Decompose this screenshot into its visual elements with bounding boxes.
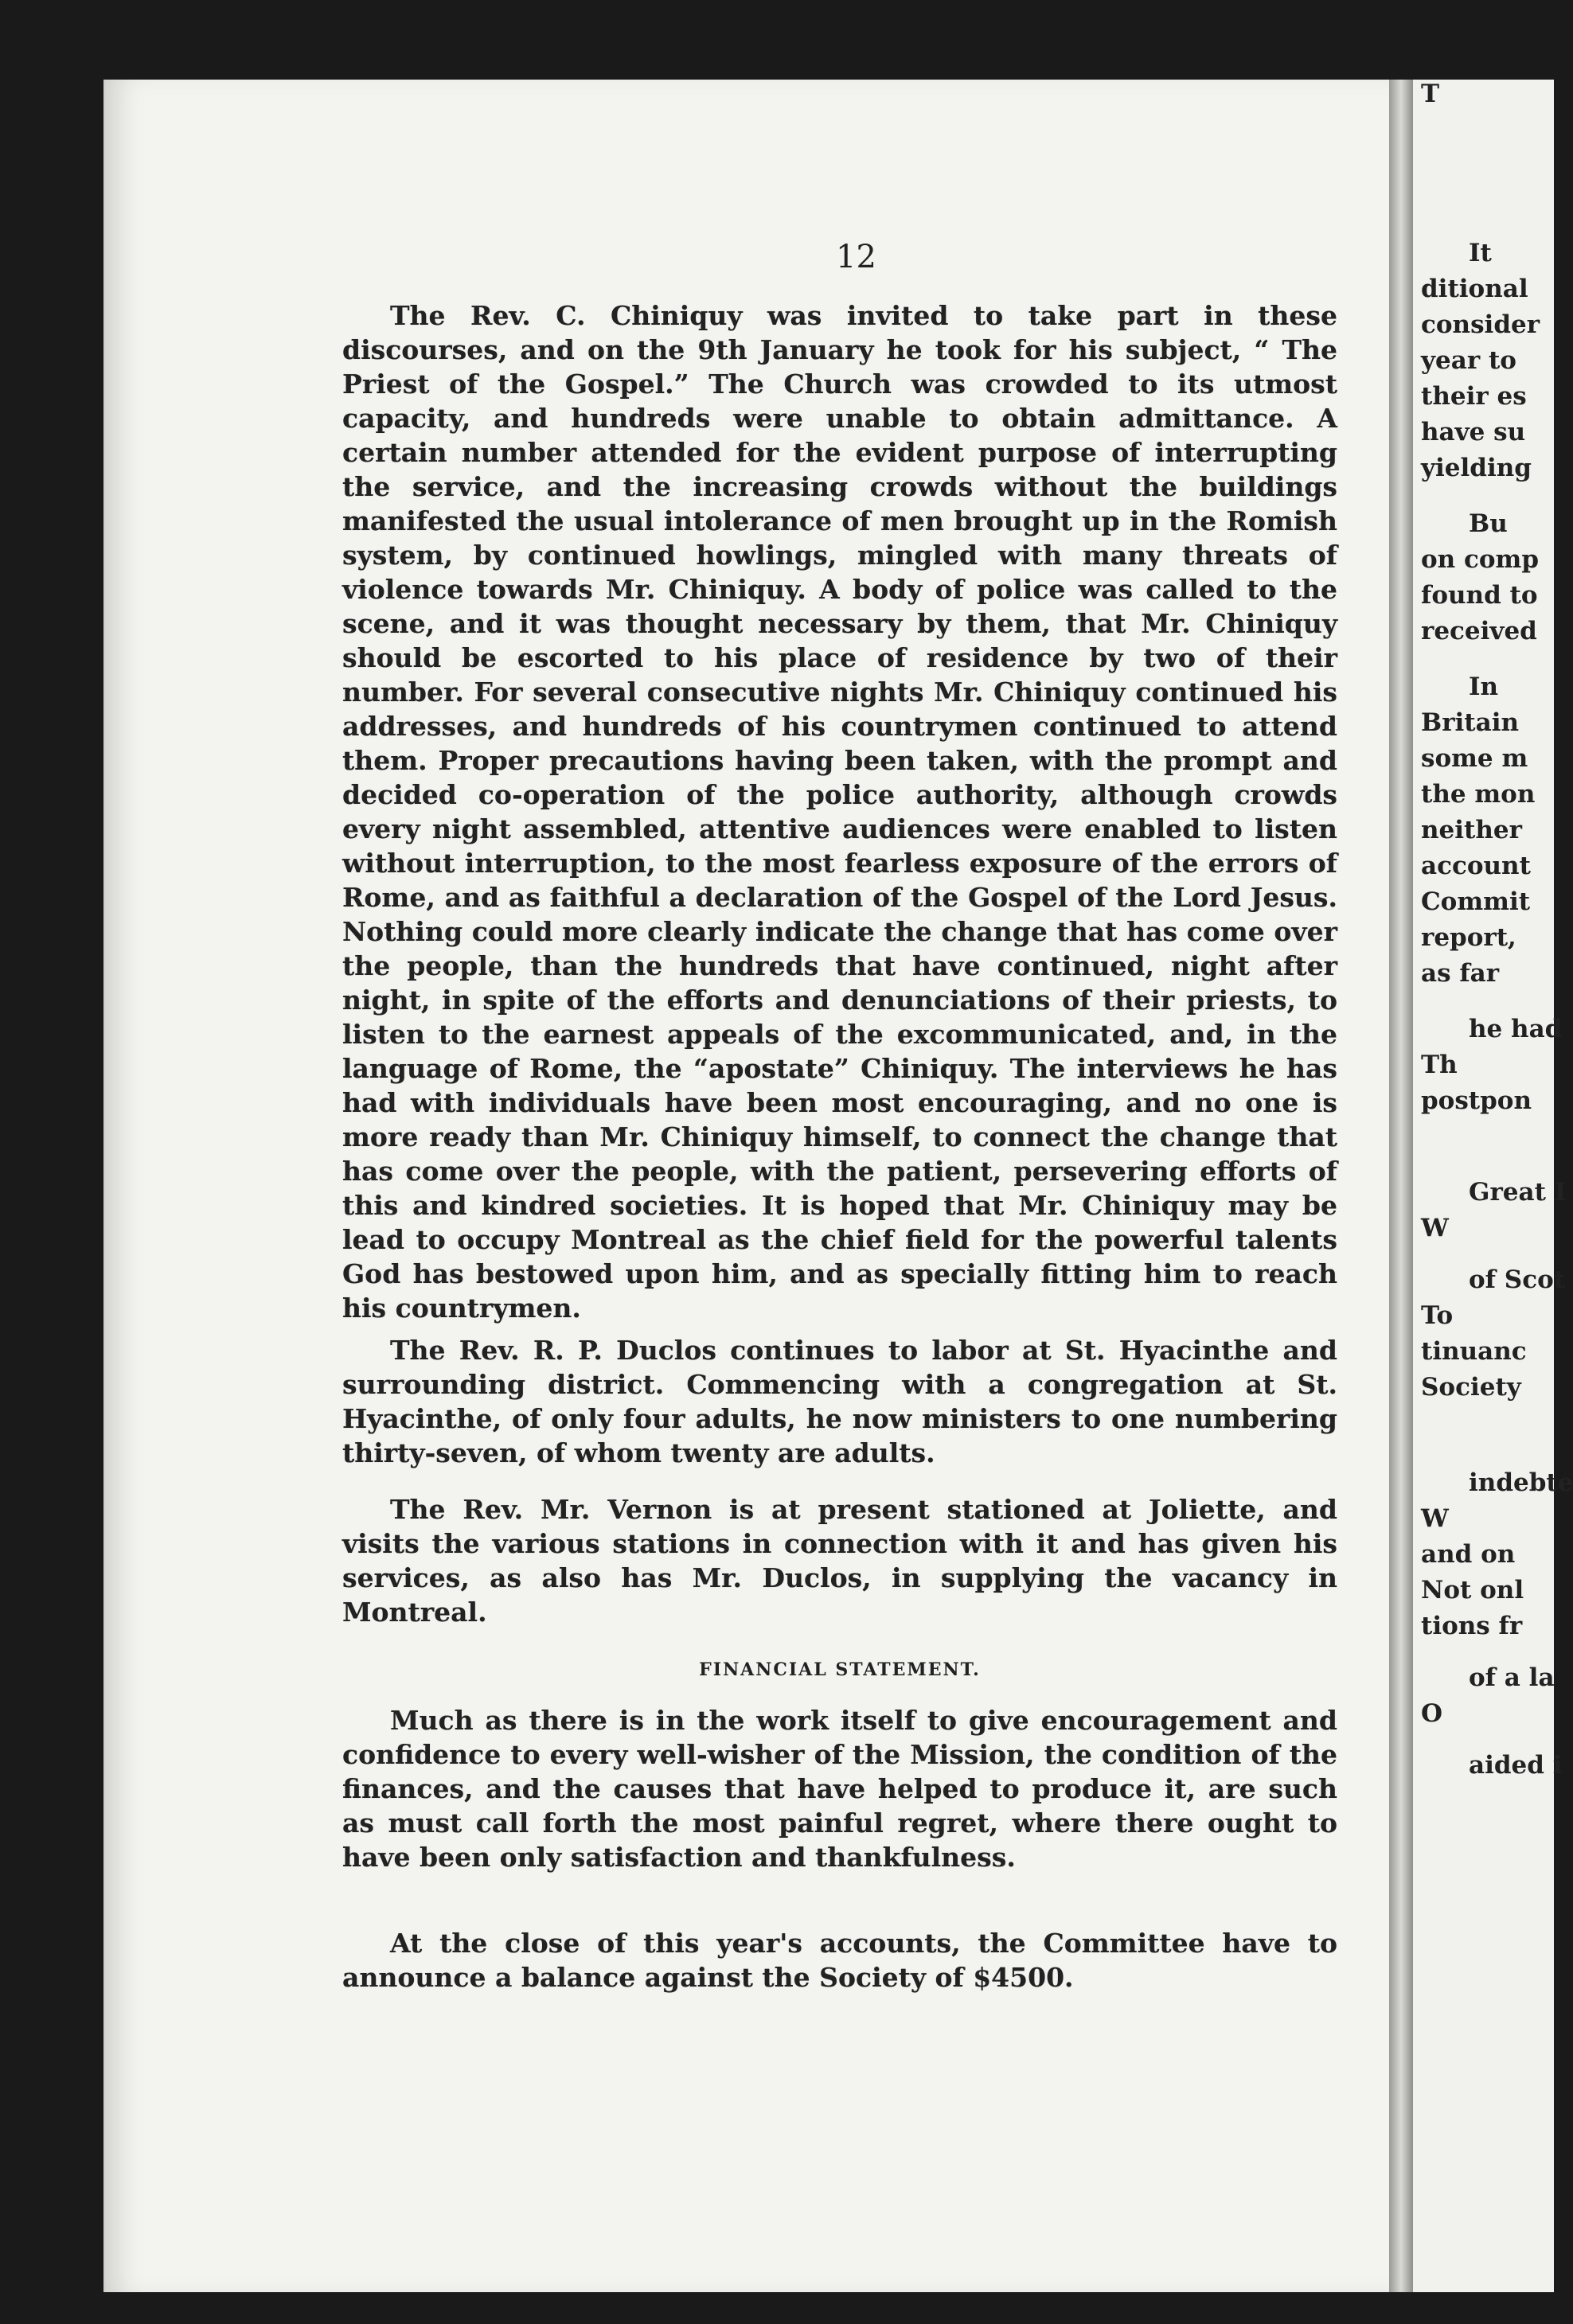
right-page-line: Bu bbox=[1469, 509, 1508, 538]
right-page-line: report, bbox=[1421, 923, 1516, 952]
right-page-line: on comp bbox=[1421, 545, 1540, 574]
right-page-line: consider bbox=[1421, 310, 1540, 339]
right-page-line: some m bbox=[1421, 744, 1528, 773]
right-page-line: of Scot bbox=[1469, 1265, 1566, 1294]
right-page-line: W bbox=[1421, 1214, 1449, 1242]
right-page-line: their es bbox=[1421, 382, 1527, 411]
right-page-line: T bbox=[1421, 80, 1440, 108]
right-page-line: O bbox=[1421, 1699, 1443, 1728]
right-page-line: Society bbox=[1421, 1373, 1521, 1402]
right-page-line: yielding bbox=[1421, 454, 1532, 482]
right-page-line: postpon bbox=[1421, 1086, 1532, 1115]
right-page-line: Great I bbox=[1469, 1178, 1567, 1207]
paragraph-balance bbox=[342, 1926, 1337, 1995]
right-page-line: ditional bbox=[1421, 275, 1528, 303]
paragraph-vernon bbox=[342, 1492, 1337, 1629]
paragraph-chiniquy bbox=[342, 298, 1337, 1325]
page-number: 12 bbox=[836, 239, 876, 275]
right-page-line: account bbox=[1421, 852, 1531, 880]
right-page-line: Th bbox=[1421, 1051, 1458, 1079]
paragraph-duclos bbox=[342, 1333, 1337, 1470]
book-gutter bbox=[1389, 80, 1413, 2292]
right-page bbox=[1413, 80, 1573, 2292]
right-page-line: Commit bbox=[1421, 887, 1531, 916]
right-page-line: neither bbox=[1421, 816, 1522, 844]
right-page-line: To bbox=[1421, 1301, 1454, 1330]
right-page-line: tinuanc bbox=[1421, 1337, 1527, 1366]
paragraph-text: Much as there is in the work itself to give encouragement and confidence to every well-wisher of the Mission, the condition of the finances, and the causes that have helped to produce it, are such as must call forth the most painful regret, where there ought to have been only satisfaction and thankfulness. bbox=[342, 1705, 1337, 1873]
right-page-line: and on bbox=[1421, 1540, 1516, 1569]
right-page-line: year to bbox=[1421, 346, 1516, 375]
right-page-line: he had bbox=[1469, 1015, 1563, 1043]
right-page-line: It bbox=[1469, 239, 1492, 267]
paragraph-text: The Rev. R. P. Duclos continues to labor at St. Hyacinthe and surrounding district. Commencing with a congregation at St. Hyacinthe, of only four adults, he now ministers to one numbering thirty-seven, of whom twenty are adults. bbox=[342, 1335, 1337, 1468]
right-page-line: the mon bbox=[1421, 780, 1536, 809]
right-page-line: indebte bbox=[1469, 1468, 1573, 1497]
right-page-line: have su bbox=[1421, 418, 1526, 446]
paragraph-text: The Rev. C. Chiniquy was invited to take part in these discourses, and on the 9th January he took for his subject, “ The Priest of the Gospel.” The Church was crowded to its utmost capacity, and hundreds were unable to obtain admittance. A certain number attended for the evident purpose of interrupting the service, and the increasing crowds without the buildings manifested the usual intolerance of men brought up in the Romish system, by continued howlings, mingled with many threats of violence towards Mr. Chiniquy. A body of police was called to the scene, and it was thought necessary by them, that Mr. Chiniquy should be escorted to his place of residence by two of their number. For several consecutive nights Mr. Chiniquy continued his addresses, and hundreds of his countrymen continued to attend them. Proper precautions having been taken, with the prompt and decided co-operation of the police authority, although crowds every night assembled, attentive audiences were enabled to listen without interruption, to the most fearless exposure of the errors of Rome, and as faithful a declaration of the Gospel of the Lord Jesus. Nothing could more clearly indicate the change that has come over the people, than the hundreds that have continued, night after night, in spite of the efforts and denunciations of their priests, to listen to the earnest appeals of the excommunicated, and, in the language of Rome, the “apostate” Chiniquy. The interviews he has had with individuals have been most encouraging, and no one is more ready than Mr. Chiniquy himself, to connect the change that has come over the people, with the patient, persevering efforts of this and kindred societies. It is hoped that Mr. Chiniquy may be lead to occupy Montreal as the chief field for the powerful talents God has bestowed upon him, and as specially fitting him to reach his countrymen. bbox=[342, 300, 1337, 1324]
paragraph-finances bbox=[342, 1703, 1337, 1874]
right-page-line: In bbox=[1469, 673, 1499, 701]
right-page-line: of a la bbox=[1469, 1663, 1555, 1692]
right-page-line: W bbox=[1421, 1504, 1449, 1533]
right-page-line: as far bbox=[1421, 959, 1500, 988]
right-page-line: Britain bbox=[1421, 708, 1520, 737]
section-heading: FINANCIAL STATEMENT. bbox=[699, 1659, 981, 1680]
right-page-line: received bbox=[1421, 617, 1537, 645]
paragraph-text: At the close of this year's accounts, the Committee have to announce a balance against the Society of $4500. bbox=[342, 1928, 1337, 1993]
paragraph-text: The Rev. Mr. Vernon is at present stationed at Joliette, and visits the various stations in connection with it and has given his services, as also has Mr. Duclos, in supplying the vacancy in Montreal. bbox=[342, 1494, 1337, 1628]
right-page-line: aided i bbox=[1469, 1751, 1563, 1780]
right-page-line: tions fr bbox=[1421, 1612, 1523, 1640]
right-page-line: found to bbox=[1421, 581, 1538, 610]
right-page-line: Not onl bbox=[1421, 1576, 1524, 1605]
